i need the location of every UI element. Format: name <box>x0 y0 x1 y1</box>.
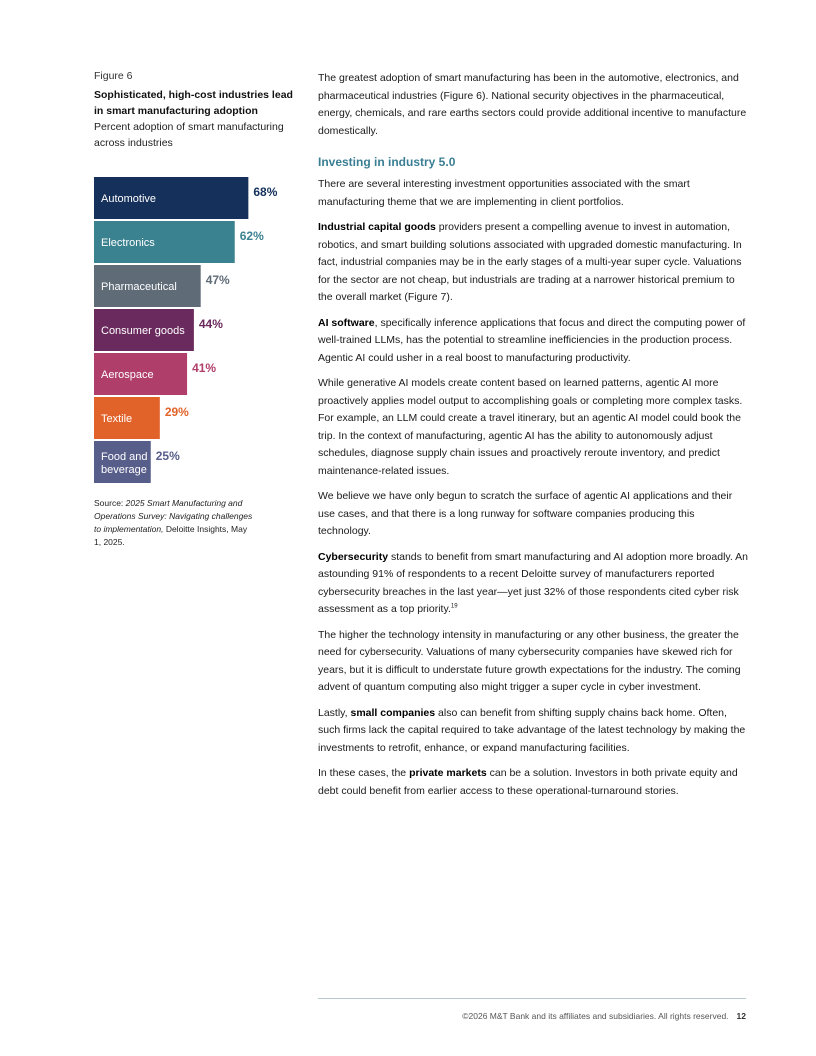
bar-value-label: 44% <box>198 317 223 331</box>
source-prefix: Source: <box>94 498 126 508</box>
footnote-ref: 19 <box>450 603 458 610</box>
paragraph-text: In these cases, the <box>318 767 410 779</box>
figure-label: Figure 6 <box>94 70 133 82</box>
paragraph-text: can be a solution. Investors in both private equity and debt could benefit from earlier access to these operational-turnaround stories. <box>318 767 738 797</box>
section-heading: Investing in industry 5.0 <box>318 155 456 169</box>
page-number: 12 <box>736 1011 746 1021</box>
paragraph <box>318 315 750 368</box>
paragraph: The greatest adoption of smart manufacturing has been in the automotive, electronics, and pharmaceutical industries (Figure 6). National security objectives in the pharmaceutical, energy, chemicals, and rare earths sectors could provide additional incentive to manufacture domestically. <box>318 72 747 137</box>
paragraph-text: providers present a compelling avenue to invest in automation, robotics, and smart building solutions associated with upgraded domestic manufacturing. In fact, industrial companies may be in the early stages of a multi-year super cycle. Valuations for the sector are not cheap, but industrials are trading at a narrower historical premium to the overall market (Figure 7). <box>318 221 742 303</box>
paragraph <box>318 705 750 758</box>
paragraph-text: also can benefit from shifting supply chains back home. Often, such firms lack the capital required to take advantage of the latest technology by making the investments to retrofit, enhance, or expand manufacturing facilities. <box>318 706 746 754</box>
bar-category-label: Food and beverage <box>101 451 148 476</box>
bar-value-label: 41% <box>192 361 217 375</box>
bar-category-label: Electronics <box>101 237 155 249</box>
paragraph: We believe we have only begun to scratch the surface of agentic AI applications and their use cases, and that there is a long runway for software companies producing this technology. <box>318 490 733 537</box>
bar-category-label: Pharmaceutical <box>101 281 177 293</box>
bar-value-label: 29% <box>164 405 189 419</box>
bold-term: private markets <box>409 767 487 779</box>
paragraph: There are several interesting investment opportunities associated with the smart manufacturing theme that we are implementing in client portfolios. <box>318 178 690 208</box>
bar-category-label: Aerospace <box>101 369 154 381</box>
bar-category-label: Automotive <box>101 193 157 205</box>
figure-source <box>94 497 254 549</box>
bar-category-label: Textile <box>101 413 133 425</box>
bold-term: Cybersecurity <box>318 550 389 563</box>
paragraph-text: , specifically inference applications that focus and direct the computing power of well-trained LLMs, has the potential to streamline inefficiencies in the production process. Agentic AI could usher in a real boost to manufacturing productivity. <box>318 316 746 364</box>
copyright-text: ©2026 M&T Bank and its affiliates and subsidiaries. All rights reserved. <box>462 1011 729 1021</box>
footer-divider <box>318 998 746 999</box>
paragraph <box>318 549 750 619</box>
bold-term: AI software <box>318 316 375 329</box>
figure-subtitle: Percent adoption of smart manufacturing across industries <box>94 121 284 149</box>
paragraph: While generative AI models create content based on learned patterns, agentic AI more proactively applies model output to accomplishing goals or completing more complex tasks. For example, an LLM could create a travel itinerary, but an agentic AI model could book the trip. In the context of manufacturing, agentic AI has the ability to autonomously adjust schedules, diagnose supply chain issues and proactively reroute inventory, and predict maintenance-related issues. <box>318 377 743 477</box>
figure-caption <box>94 70 294 151</box>
article-body <box>318 70 750 808</box>
paragraph: The higher the technology intensity in manufacturing or any other business, the greater the need for cybersecurity. Valuations of many cybersecurity companies have skewed rich for years, but it is difficult to understate future growth expectations for the industry. The coming advent of quantum computing also might trigger a super cycle in cyber investment. <box>318 628 741 693</box>
figure-title: Sophisticated, high-cost industries lead in smart manufacturing adoption <box>94 89 293 117</box>
bold-term: Industrial capital goods <box>318 221 436 233</box>
bar-value-label: 68% <box>253 185 278 199</box>
bar-chart-svg <box>94 177 294 476</box>
source-publisher: Deloitte Insights, May 1, 2025. <box>94 524 248 547</box>
bar-value-label: 25% <box>155 449 180 463</box>
bold-term: small companies <box>350 706 436 719</box>
paragraph <box>318 219 750 307</box>
bar-chart <box>94 177 294 476</box>
bar-category-label: Consumer goods <box>101 325 185 337</box>
paragraph <box>318 765 750 800</box>
paragraph-text: stands to benefit from smart manufacturing and AI adoption more broadly. An astounding 91% of respondents to a recent Deloitte survey of manufacturers reported cybersecurity breaches in the last year—yet just 32% of those respondents cited cyber risk assessment as a top priority. <box>318 550 748 615</box>
paragraph-text: Lastly, <box>318 706 351 719</box>
source-title: 2025 Smart Manufacturing and Operations Survey: Navigating challenges to implementation, <box>94 498 253 534</box>
page-footer <box>318 1011 746 1021</box>
bar-value-label: 47% <box>205 273 230 287</box>
bar-value-label: 62% <box>239 229 264 243</box>
